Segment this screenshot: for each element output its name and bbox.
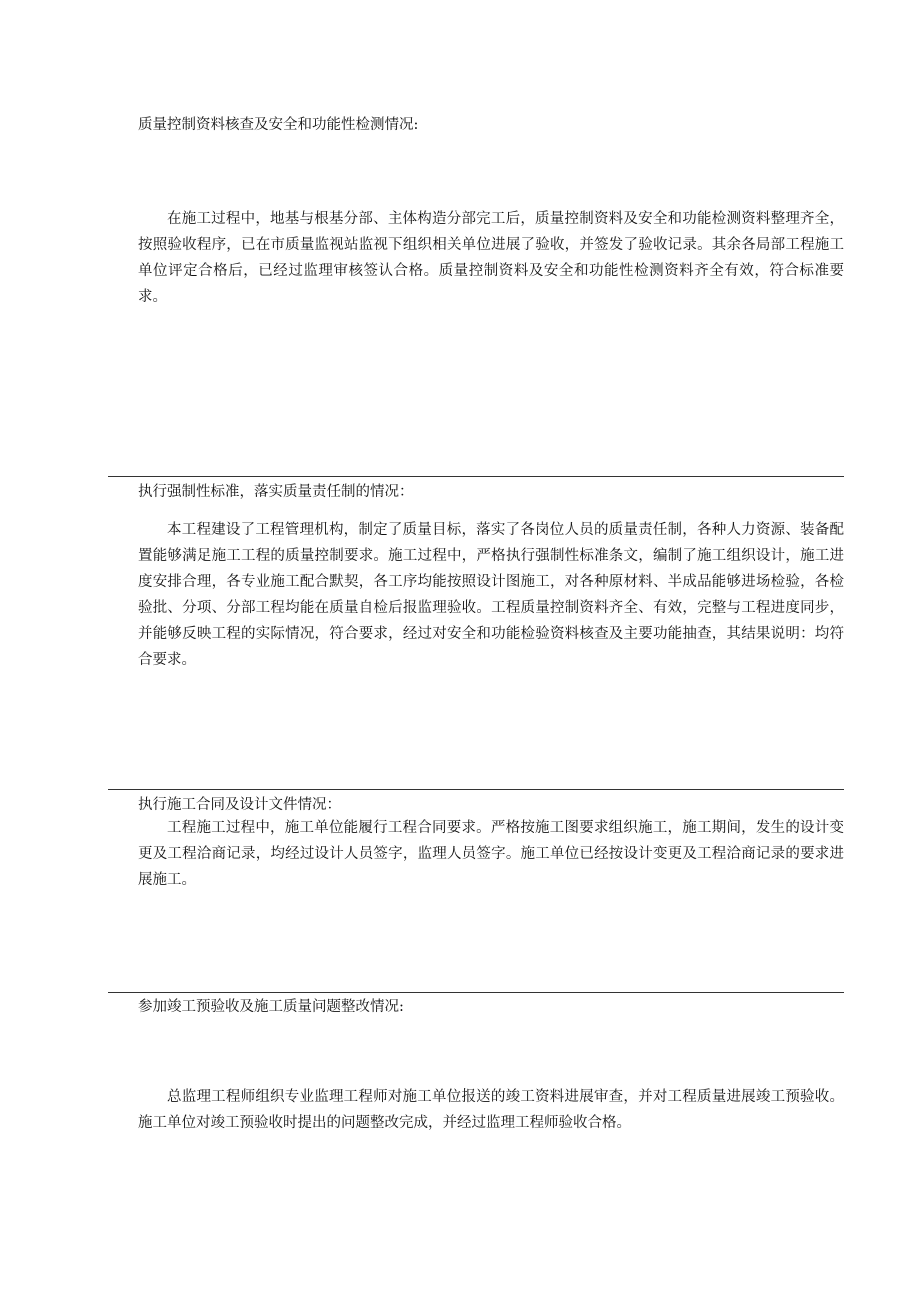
- divider-line: [108, 992, 844, 993]
- section-heading: 质量控制资料核查及安全和功能性检测情况:: [138, 117, 419, 133]
- section-heading: 执行强制性标准，落实质量责任制的情况：: [138, 484, 414, 500]
- section-body: 在施工过程中，地基与根基分部、主体构造分部完工后，质量控制资料及安全和功能检测资料整理齐全，按照验收程序，已在市质量监视站监视下组织相关单位进展了验收，并签发了验收记录。其余各局部工程施工单位评定合格后，已经过监理审核签认合格。质量控制资料及安全和功能性检测资料齐全有效，符合标准要求。: [138, 211, 844, 305]
- section-body: 工程施工过程中，施工单位能履行工程合同要求。严格按施工图要求组织施工，施工期间，发生的设计变更及工程洽商记录，均经过设计人员签字，监理人员签字。施工单位已经按设计变更及工程洽商记录的要求进展施工。: [138, 820, 844, 888]
- section-body: 本工程建设了工程管理机构，制定了质量目标，落实了各岗位人员的质量责任制，各种人力资源、装备配置能够满足施工工程的质量控制要求。施工过程中，严格执行强制性标准条文，编制了施工组织设计，施工进度安排合理，各专业施工配合默契，各工序均能按照设计图施工，对各种原材料、半成品能够进场检验，各检验批、分项、分部工程均能在质量自检后报监理验收。工程质量控制资料齐全、有效，完整与工程进度同步，并能够反映工程的实际情况，符合要求，经过对安全和功能检验资料核查及主要功能抽查，其结果说明：均符合要求。: [138, 522, 844, 668]
- divider-line: [108, 476, 844, 477]
- section-heading: 执行施工合同及设计文件情况：: [138, 797, 341, 813]
- section-body: 总监理工程师组织专业监理工程师对施工单位报送的竣工资料进展审查，并对工程质量进展竣工预验收。施工单位对竣工预验收时提出的问题整改完成，并经过监理工程师验收合格。: [138, 1089, 844, 1131]
- divider-line: [108, 789, 844, 790]
- section-heading: 参加竣工预验收及施工质量问题整改情况:: [138, 999, 404, 1015]
